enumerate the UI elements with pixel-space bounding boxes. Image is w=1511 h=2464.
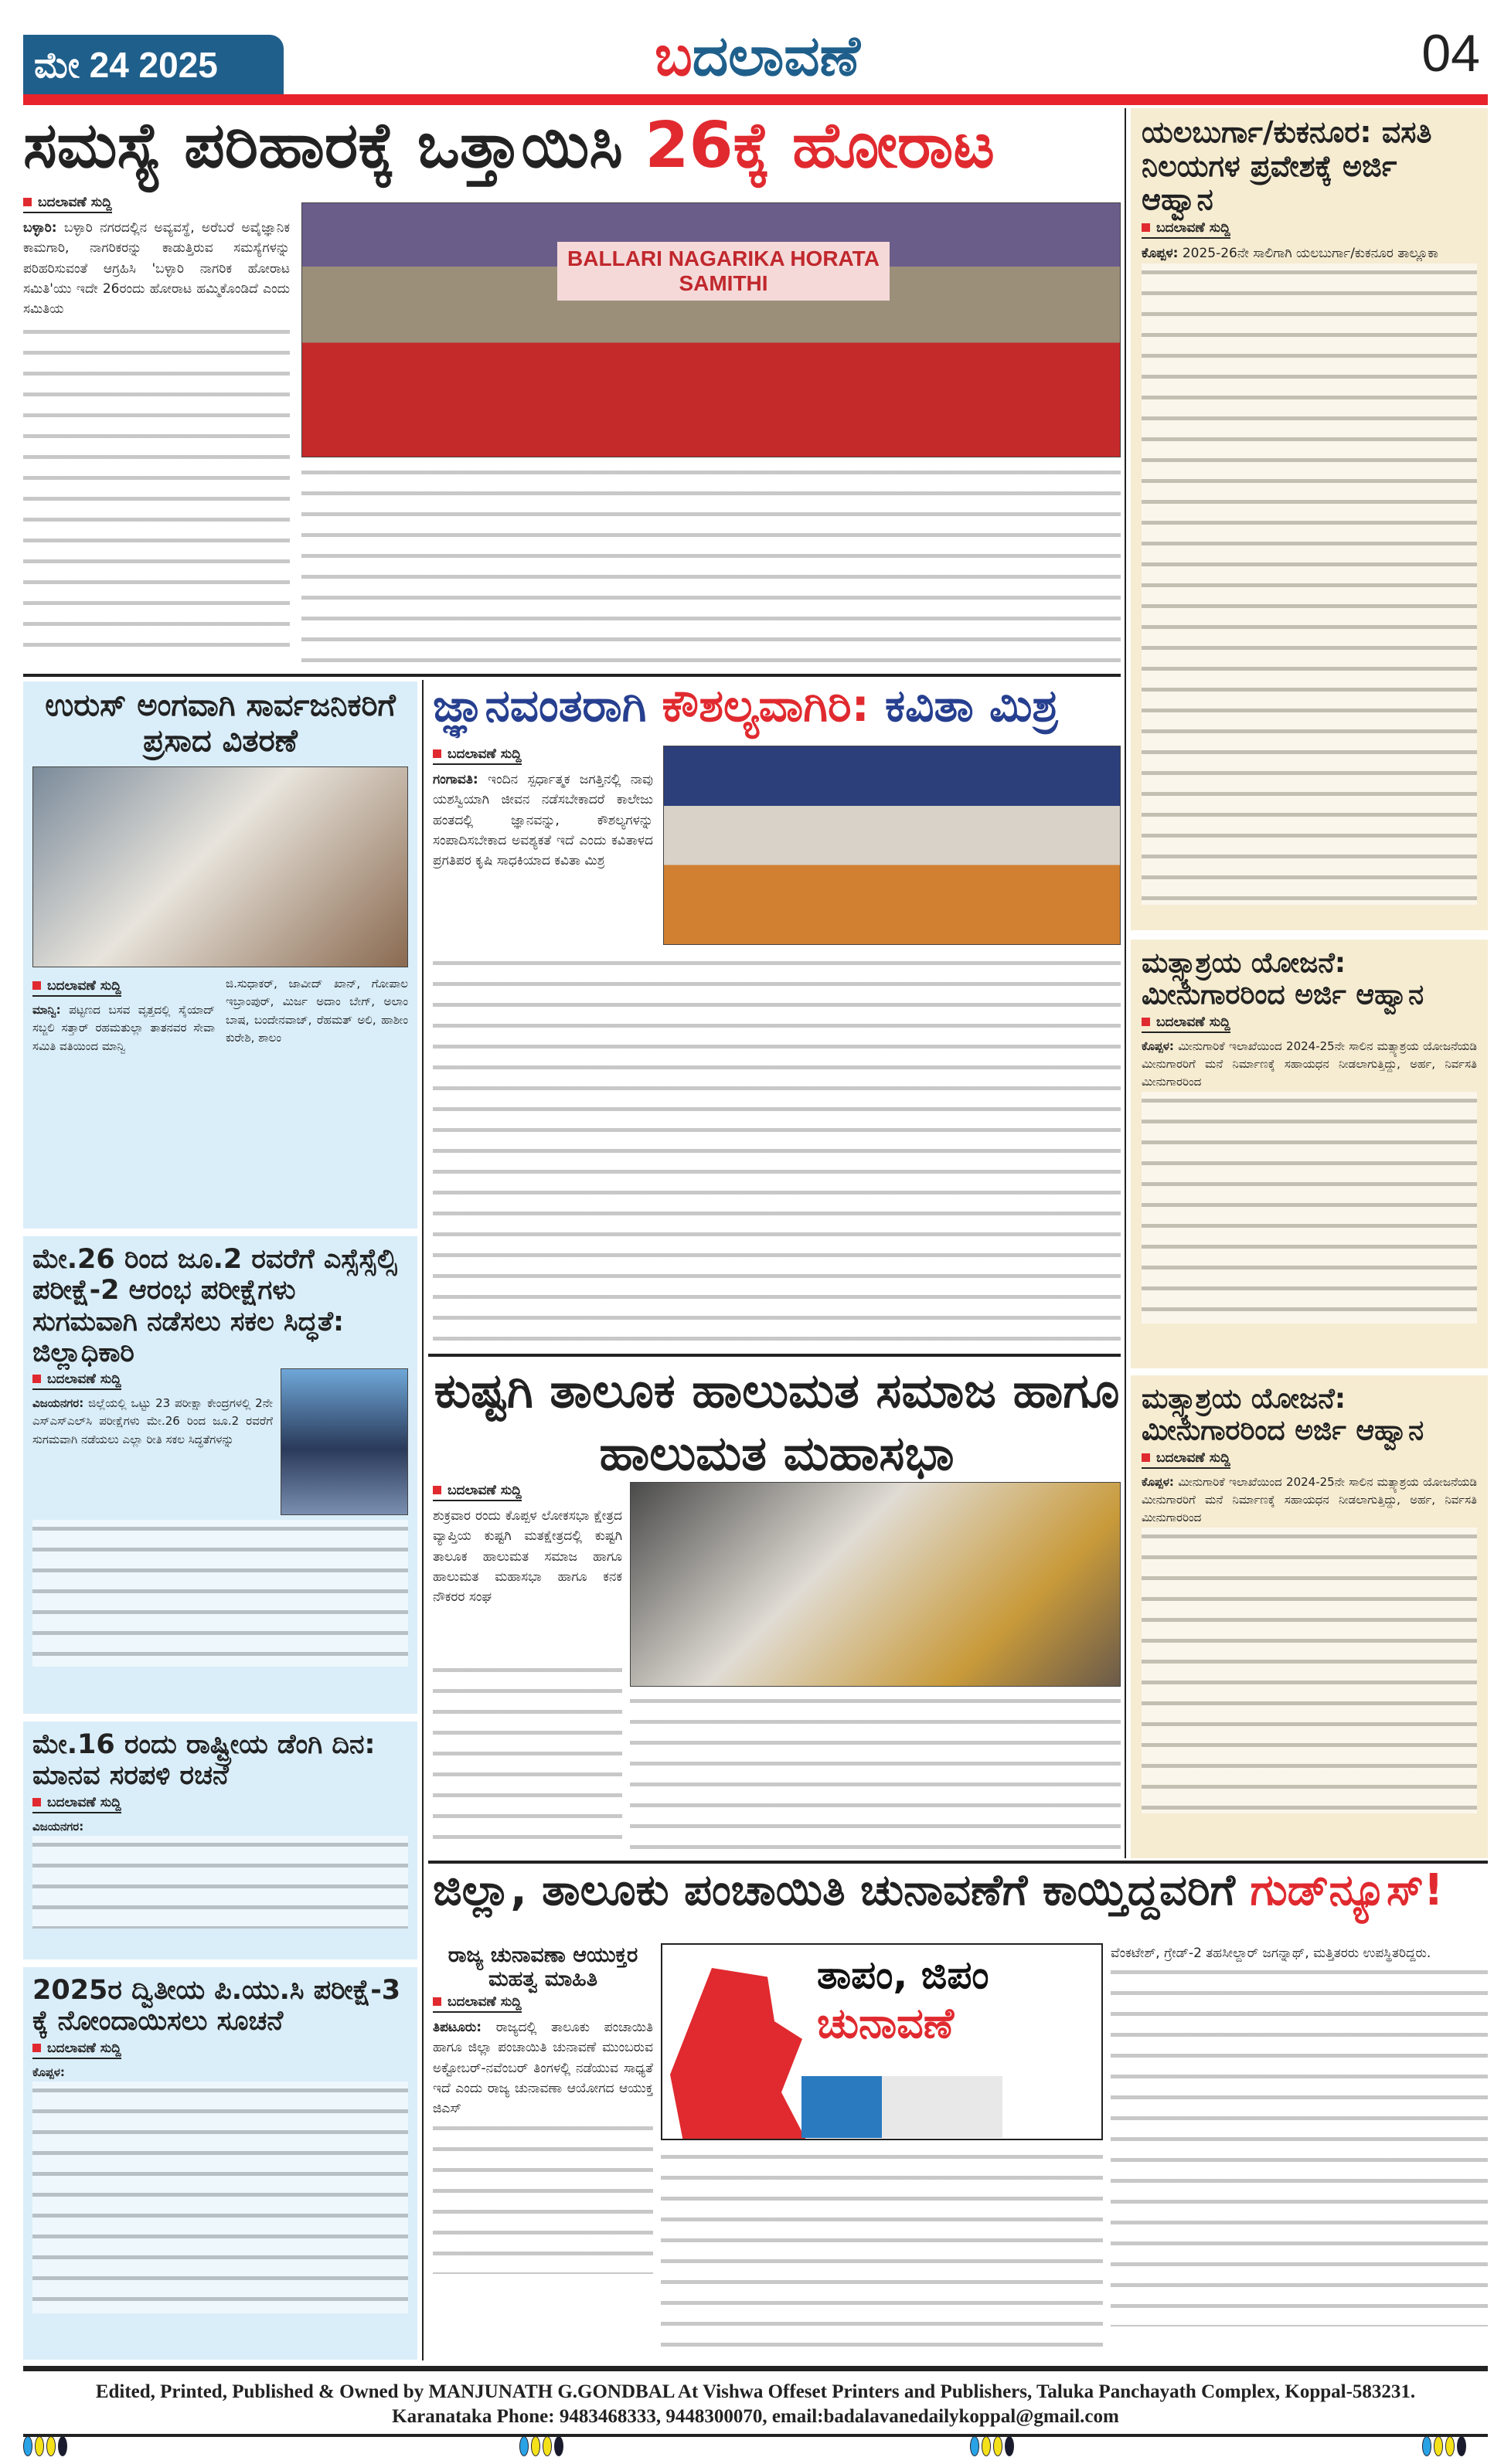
masthead-divider — [23, 94, 1488, 105]
kushtagi-photo — [630, 1482, 1121, 1687]
election-headline — [433, 1866, 1492, 1915]
text-filler — [433, 1661, 622, 1854]
election-body — [433, 2017, 653, 2119]
dateline: ಕೊಪ್ಪಳ: — [1142, 246, 1179, 262]
dateline: ಬಳ್ಳಾರಿ: — [23, 220, 57, 236]
matsya-headline: ಮತ್ಸ್ಯಾಶ್ರಯ ಯೋಜನೆ: ಮೀನುಗಾರರಿಂದ ಅರ್ಜಿ ಆಹ್ವಾನ — [1142, 947, 1424, 1011]
text-filler — [1111, 1963, 1488, 2326]
body-text: ಜಿಲ್ಲೆಯಲ್ಲಿ ಒಟ್ಟು 23 ಪರೀಕ್ಷಾ ಕೇಂದ್ರಗಳಲ್ಲಿ 2ನೇ ಎಸ್‌ಎಸ್‌ಎಲ್‌ಸಿ ಪರೀಕ್ಷೆಗಳು ಮೇ.26 ರಿಂದ ಜೂ.2 ರವರೆಗೆ ಸುಗಮವಾಗಿ ನಡೆಯಲು ಎಲ್ಲಾ ರೀತಿ ಸಕಲ ಸಿದ್ಧತೆಗಳನ್ನು — [32, 1396, 273, 1446]
matsya-headline: ಮತ್ಸ್ಯಾಶ್ರಯ ಯೋಜನೆ: ಮೀನುಗಾರರಿಂದ ಅರ್ಜಿ ಆಹ್ವಾನ — [1142, 1383, 1424, 1447]
byline: ಬದಲಾವಣೆ ಸುದ್ದಿ — [433, 746, 522, 765]
evm-machine-icon — [801, 2076, 1002, 2138]
text-filler — [1142, 1092, 1477, 1324]
graphic-line-1: ತಾಪಂ, ಜಿಪಂ — [817, 1953, 989, 1997]
puc-body — [32, 2064, 408, 2082]
election-body-right: ವೆಂಕಟೇಶ್, ಗ್ರೇಡ್-2 ತಹಸೀಲ್ದಾರ್ ಜಗನ್ನಾಥ್, ಮತ್ತಿತರರು ಉಪಸ್ಥಿತರಿದ್ದರು. — [1111, 1946, 1431, 1961]
puc-headline: 2025ರ ದ್ವಿತೀಯ ಪಿ.ಯು.ಸಿ ಪರೀಕ್ಷೆ-3 ಕ್ಕೆ ನೋಂದಾಯಿಸಲು ಸೂಚನೆ — [32, 1975, 401, 2037]
byline: ಬದಲಾವಣೆ ಸುದ್ದಿ — [23, 195, 112, 213]
dateline: ಕೊಪ್ಪಳ: — [1142, 1038, 1174, 1053]
election-subhead: ರಾಜ್ಯ ಚುನಾವಣಾ ಆಯುಕ್ತರ ಮಹತ್ವ ಮಾಹಿತಿ — [448, 1943, 638, 1992]
dateline: ಮಾನ್ವಿ: — [32, 1003, 61, 1017]
headline-part: ಜ್ಞಾನವಂತರಾಗಿ — [433, 679, 647, 732]
kushtagi-columns — [630, 1692, 1121, 1854]
body-text: 2025-26ನೇ ಸಾಲಿಗಾಗಿ ಯಲಬುರ್ಗಾ/ಕುಕನೂರ ತಾಲ್ಲೂಕಾ — [1182, 246, 1438, 262]
imprint-line-1: Edited, Printed, Published & Owned by MANJUNATH G.GONDBAL At Vishwa Offeset Printers and Publishers, Taluka Panchayath Complex, Koppal-583231. — [95, 2381, 1416, 2402]
text-filler — [1142, 263, 1477, 905]
dateline: ಗಂಗಾವತಿ: — [433, 772, 478, 787]
dateline: ವಿಜಯನಗರ: — [32, 1396, 84, 1410]
karnataka-map-icon — [670, 1968, 809, 2140]
byline: ಬದಲಾವಣೆ ಸುದ್ದಿ — [1142, 1450, 1230, 1469]
dateline: ವಿಜಯನಗರ: — [32, 1819, 84, 1834]
dengue-article — [23, 1721, 417, 1959]
byline: ಬದಲಾವಣೆ ಸುದ್ದಿ — [32, 1795, 121, 1813]
kavitha-body — [433, 770, 653, 872]
page-number: 04 — [1421, 24, 1480, 83]
election-article-text — [433, 1943, 653, 2274]
matsya-article-repeat — [1131, 1375, 1488, 1858]
lead-columns — [301, 464, 1121, 668]
body-text: ಇಂದಿನ ಸ್ಪರ್ಧಾತ್ಮಕ ಜಗತ್ತಿನಲ್ಲಿ ನಾವು ಯಶಸ್ವಿಯಾಗಿ ಜೀವನ ನಡೆಸಬೇಕಾದರೆ ಕಾಲೇಜು ಹಂತದಲ್ಲಿ ಜ್ಞಾನವನ್ನು, ಕೌಶಲ್ಯಗಳನ್ನು ಸಂಪಾದಿಸಬೇಕಾದ ಅವಶ್ಯಕತೆ ಇದೆ ಎಂದು ಕವಿತಾಳದ ಪ್ರಗತಿಪರ ಕೃಷಿ ಸಾಧಕಿಯಾದ ಕವಿತಾ ಮಿಶ್ರ — [433, 772, 653, 869]
dateline: ತಿಪಟೂರು: — [433, 2020, 482, 2036]
urus-article — [23, 681, 417, 1229]
hostel-body — [1142, 243, 1477, 263]
dengue-body — [32, 1818, 408, 1836]
election-right-column — [1111, 1943, 1488, 2326]
headline-part: ಕವಿತಾ ಮಿಶ್ರ — [885, 679, 1059, 732]
matsya-article — [1131, 940, 1488, 1368]
kavitha-headline — [433, 680, 1121, 732]
text-filler — [32, 2082, 408, 2313]
registration-marks-icon — [970, 2436, 1016, 2459]
byline: ಬದಲಾವಣೆ ಸುದ್ದಿ — [32, 1371, 121, 1390]
registration-marks-icon — [23, 2436, 70, 2459]
body-text: ಪಟ್ಟಣದ ಬಸವ ವೃತ್ತದಲ್ಲಿ ಸೈಯಾದ್ ಸಬ್ಜಲಿ ಸತ್ತಾರ್ ರಹಮತುಲ್ಲಾ ತಾತನವರ ಸೇವಾ ಸಮಿತಿ ವತಿಯಿಂದ ಮಾನ್ವಿ — [32, 1003, 215, 1053]
body-text: ರಾಜ್ಯದಲ್ಲಿ ತಾಲೂಕು ಪಂಚಾಯಿತಿ ಹಾಗೂ ಜಿಲ್ಲಾ ಪಂಚಾಯಿತಿ ಚುನಾವಣೆ ಮುಂಬರುವ ಅಕ್ಟೋಬರ್-ನವೆಂಬರ್ ತಿಂಗಳಲ್ಲಿ ನಡೆಯುವ ಸಾಧ್ಯತೆ ಇದೆ ಎಂದು ರಾಜ್ಯ ಚುನಾವಣಾ ಆಯೋಗದ ಆಯುಕ್ತ ಜಿಎಸ್ — [433, 2020, 653, 2117]
text-filler — [32, 1520, 408, 1667]
dengue-headline: ಮೇ.16 ರಂದು ರಾಷ್ಟ್ರೀಯ ಡೆಂಗಿ ದಿನ: ಮಾನವ ಸರಪಳಿ ರಚನೆ — [32, 1729, 376, 1792]
issue-date: ಮೇ 24 2025 — [23, 35, 284, 95]
lead-headline — [23, 110, 1121, 182]
byline: ಬದಲಾವಣೆ ಸುದ್ದಿ — [32, 2041, 121, 2059]
byline: ಬದಲಾವಣೆ ಸುದ್ದಿ — [433, 1994, 522, 2013]
column-rule — [422, 680, 424, 2360]
byline: ಬದಲಾವಣೆ ಸುದ್ದಿ — [32, 978, 121, 997]
section-rule — [428, 1861, 1488, 1864]
dateline: ಕೊಪ್ಪಳ: — [32, 2065, 65, 2079]
sslc-body — [32, 1395, 273, 1449]
urus-body — [32, 1001, 215, 1055]
matsya-body — [1142, 1038, 1477, 1092]
hostel-article — [1131, 108, 1488, 930]
sslc-headline: ಮೇ.26 ರಿಂದ ಜೂ.2 ರವರೆಗೆ ಎಸ್ಸೆಸ್ಸೆಲ್ಸಿ ಪರೀಕ್ಷೆ-2 ಆರಂಭ ಪರೀಕ್ಷೆಗಳು ಸುಗಮವಾಗಿ ನಡೆಸಲು ಸಕಲ ಸಿದ್ಧತೆ: ಜಿಲ್ಲಾಧಿಕಾರಿ — [32, 1244, 397, 1368]
urus-photo — [32, 766, 408, 967]
election-columns — [661, 2148, 1103, 2357]
dateline: ಕೊಪ್ಪಳ: — [1142, 1474, 1174, 1489]
kushtagi-article-text — [433, 1480, 622, 1608]
byline: ಬದಲಾವಣೆ ಸುದ್ದಿ — [1142, 1014, 1230, 1033]
text-filler — [32, 1836, 408, 1929]
election-graphic — [661, 1943, 1103, 2140]
footer-rule — [23, 2366, 1488, 2371]
text-filler — [433, 2119, 653, 2274]
urus-body-2: ಜಿ.ಸುಧಾಕರ್, ಜಾವೀದ್ ಖಾನ್, ಗೋಪಾಲ ಇಬ್ರಾಂಪುರ್, ಮಿರ್ಜ ಅದಾಂ ಬೇಗ್, ಅಲಾಂ ಬಾಷ, ಬಂದೇನವಾಜ್, ರೆಹಮತ್ ಅಲಿ, ಹಾಶೀಂ ಕುರೇಶಿ, ಶಾಲಂ — [226, 977, 408, 1045]
photo-banner-text: BALLARI NAGARIKA HORATA SAMITHI — [557, 242, 890, 301]
footer-bottom-rule — [23, 2434, 1488, 2437]
lead-headline-black: ಸಮಸ್ಯೆ ಪರಿಹಾರಕ್ಕೆ ಒತ್ತಾಯಿಸಿ — [23, 109, 623, 182]
headline-part: ಜಿಲ್ಲಾ, ತಾಲೂಕು ಪಂಚಾಯಿತಿ ಚುನಾವಣೆಗೆ ಕಾಯ್ತಿದ್ದವರಿಗೆ — [433, 1865, 1236, 1915]
hostel-headline: ಯಲಬುರ್ಗಾ/ಕುಕನೂರ: ವಸತಿ ನಿಲಯಗಳ ಪ್ರವೇಶಕ್ಕೆ ಅರ್ಜಿ ಆಹ್ವಾನ — [1142, 115, 1432, 217]
headline-part: ಕೌಶಲ್ಯವಾಗಿರಿ: — [662, 679, 870, 732]
registration-marks-icon — [519, 2436, 566, 2459]
kavitha-columns — [433, 954, 1121, 1348]
section-rule — [428, 1354, 1121, 1357]
headline-part: ಗುಡ್‌ನ್ಯೂಸ್! — [1250, 1865, 1444, 1915]
column-rule — [1125, 108, 1126, 1858]
imprint-line-2: Karanataka Phone: 9483468333, 9448300070, email:badalavanedailykoppal@gmail.com — [392, 2406, 1119, 2427]
body-text: ಮೀನುಗಾರಿಕೆ ಇಲಾಖೆಯಿಂದ 2024-25ನೇ ಸಾಲಿನ ಮತ್ಸ್ಯಾಶ್ರಯ ಯೋಜನೆಯಡಿ ಮೀನುಗಾರರಿಗೆ ಮನೆ ನಿರ್ಮಾಣಕ್ಕೆ ಸಹಾಯಧನ ನೀಡಲಾಗುತ್ತಿದ್ದು, ಅರ್ಹ, ನಿರ್ವಸತಿ ಮೀನುಗಾರರಿಂದ — [1142, 1038, 1477, 1089]
sslc-article — [23, 1236, 417, 1714]
body-text: ಬಳ್ಳಾರಿ ನಗರದಲ್ಲಿನ ಅವ್ಯವಸ್ಥೆ, ಅರೆಬರೆ ಅವೈಜ್ಞಾನಿಕ ಕಾಮಗಾರಿ, ನಾಗರಿಕರನ್ನು ಕಾಡುತ್ತಿರುವ ಸಮಸ್ಯೆಗಳನ್ನು ಪರಿಹರಿಸುವಂತೆ ಆಗ್ರಹಿಸಿ 'ಬಳ್ಳಾರಿ ನಾಗರಿಕ ಹೋರಾಟ ಸಮಿತಿ'ಯು ಇದೇ 26ರಂದು ಹೋರಾಟ ಹಮ್ಮಿಕೊಂಡಿದೆ ಎಂದು ಸಮಿತಿಯ — [23, 220, 291, 318]
logo-first-letter: ಬ — [655, 23, 693, 88]
kushtagi-body: ಶುಕ್ರವಾರ ರಂದು ಕೊಪ್ಪಳ ಲೋಕಸಭಾ ಕ್ಷೇತ್ರದ ವ್ಯಾಪ್ತಿಯ ಕುಷ್ಟಗಿ ಮತಕ್ಷೇತ್ರದಲ್ಲಿ ಕುಷ್ಟಗಿ ತಾಲೂಕ ಹಾಲುಮತ ಸಮಾಜ ಹಾಗೂ ಹಾಲುಮತ ಮಹಾಸಭಾ ಹಾಗೂ ಕನಕ ನೌಕರರ ಸಂಘ — [433, 1508, 622, 1606]
text-filler — [1142, 1528, 1477, 1813]
registration-marks-icon — [1422, 2436, 1468, 2459]
newspaper-logo — [541, 23, 974, 90]
graphic-line-2: ಚುನಾವಣೆ — [817, 1999, 955, 2048]
district-collector-photo — [281, 1368, 408, 1515]
kavitha-article-text — [433, 743, 653, 872]
section-rule — [23, 674, 1121, 677]
kavitha-photo — [663, 746, 1121, 945]
logo-rest: ದಲಾವಣೆ — [692, 23, 860, 88]
urus-headline: ಉರುಸ್ ಅಂಗವಾಗಿ ಸಾರ್ವಜನಿಕರಿಗೆ ಪ್ರಸಾದ ವಿತರಣೆ — [45, 688, 396, 759]
puc-article — [23, 1967, 417, 2360]
kushtagi-headline: ಕುಷ್ಟಗಿ ತಾಲೂಕ ಹಾಲುಮತ ಸಮಾಜ ಹಾಗೂ ಹಾಲುಮತ ಮಹಾಸಭಾ — [434, 1362, 1120, 1481]
matsya-body — [1142, 1473, 1477, 1528]
byline: ಬದಲಾವಣೆ ಸುದ್ದಿ — [1142, 220, 1230, 239]
lead-body — [23, 218, 290, 320]
text-filler — [23, 323, 290, 655]
lead-article-text — [23, 192, 290, 655]
body-text: ಮೀನುಗಾರಿಕೆ ಇಲಾಖೆಯಿಂದ 2024-25ನೇ ಸಾಲಿನ ಮತ್ಸ್ಯಾಶ್ರಯ ಯೋಜನೆಯಡಿ ಮೀನುಗಾರರಿಗೆ ಮನೆ ನಿರ್ಮಾಣಕ್ಕೆ ಸಹಾಯಧನ ನೀಡಲಾಗುತ್ತಿದ್ದು, ಅರ್ಹ, ನಿರ್ವಸತಿ ಮೀನುಗಾರರಿಂದ — [1142, 1474, 1477, 1525]
lead-headline-red: 26ಕ್ಕೆ ಹೋರಾಟ — [645, 109, 995, 182]
lead-photo — [301, 202, 1121, 457]
byline: ಬದಲಾವಣೆ ಸುದ್ದಿ — [433, 1483, 522, 1501]
